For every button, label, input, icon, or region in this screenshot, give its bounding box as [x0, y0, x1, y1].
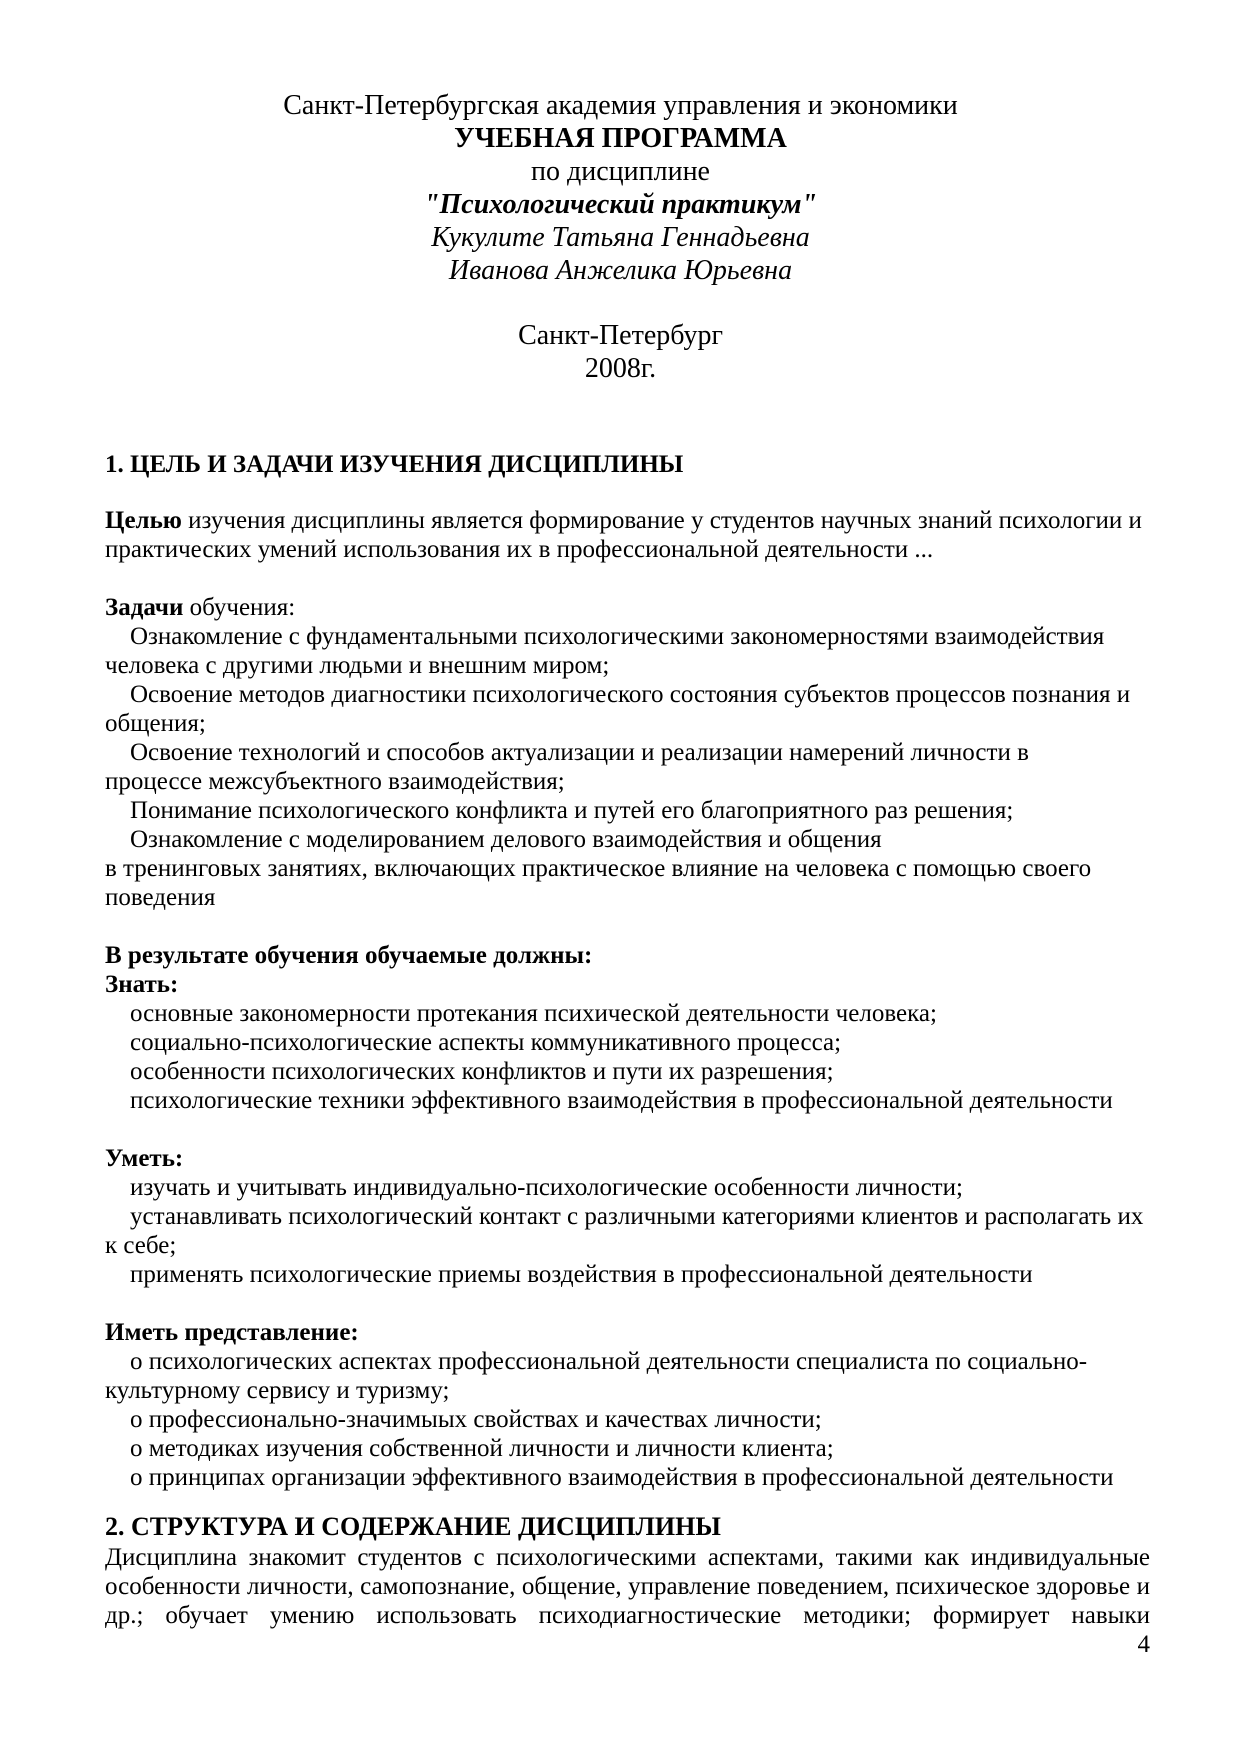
tasks-label: Задачи [105, 594, 184, 621]
goal-line-1 [105, 506, 1142, 536]
tasks-line: общения; [105, 710, 206, 737]
know-item: психологические техники эффективного взаимодействия в профессиональной деятельности [130, 1087, 1113, 1114]
idea-item: о профессионально-значимыых свойствах и качествах личности; [130, 1406, 822, 1433]
know-item: основные закономерности протекания психической деятельности человека; [130, 1000, 937, 1027]
idea-item: о принципах организации эффективного взаимодействия в профессиональной деятельности [130, 1464, 1114, 1491]
idea-item: о методиках изучения собственной личности и личности клиента; [130, 1435, 834, 1462]
year: 2008г. [584, 353, 657, 384]
can-item: устанавливать психологический контакт с различными категориями клиентов и располагать их [130, 1203, 1144, 1230]
idea-heading: Иметь представление: [105, 1319, 359, 1346]
tasks-line: Ознакомление с моделированием делового взаимодействия и общения [130, 826, 882, 853]
know-item: социально-психологические аспекты коммуникативного процесса; [130, 1029, 842, 1056]
tasks-line: Ознакомление с фундаментальными психологическими закономерностями взаимодействия [130, 623, 1105, 650]
section-2-heading: 2. СТРУКТУРА И СОДЕРЖАНИЕ ДИСЦИПЛИНЫ [105, 1512, 721, 1541]
tasks-line: поведения [105, 884, 216, 911]
results-heading: В результате обучения обучаемые должны: [105, 942, 593, 969]
author-2: Иванова Анжелика Юрьевна [448, 255, 793, 286]
can-item: применять психологические приемы воздействия в профессиональной деятельности [130, 1261, 1033, 1288]
tasks-line: Освоение методов диагностики психологического состояния субъектов процессов познания и [130, 681, 1131, 708]
document-type-title: УЧЕБНАЯ ПРОГРАММА [454, 123, 787, 154]
idea-item: культурному сервису и туризму; [105, 1377, 450, 1404]
can-item: к себе; [105, 1232, 177, 1259]
can-item: изучать и учитывать индивидуально-психологические особенности личности; [130, 1174, 963, 1201]
page-number: 4 [1137, 1631, 1150, 1658]
goal-text-1: изучения дисциплины является формирование у студентов научных знаний психологии и [181, 507, 1142, 534]
tasks-line: Освоение технологий и способов актуализации и реализации намерений личности в [130, 739, 1029, 766]
tasks-line: в тренинговых занятиях, включающих практическое влияние на человека с помощью своего [105, 855, 1092, 882]
discipline-title: "Психологический практикум" [423, 189, 818, 220]
section-1-heading: 1. ЦЕЛЬ И ЗАДАЧИ ИЗУЧЕНИЯ ДИСЦИПЛИНЫ [105, 451, 684, 478]
city: Санкт-Петербург [518, 320, 723, 351]
know-heading: Знать: [105, 971, 179, 998]
section-2-paragraph-line: др.; обучает умению использовать психодиагностические методики; формирует навыки [105, 1602, 1150, 1629]
tasks-heading [105, 593, 295, 623]
goal-label: Целью [105, 507, 182, 534]
section-2-paragraph-line: Дисциплина знакомит студентов с психологическими аспектами, такими как индивидуальные [105, 1544, 1150, 1571]
tasks-line: человека с другими людьми и внешним миром; [105, 652, 610, 679]
author-1: Кукулите Татьяна Геннадьевна [431, 222, 810, 253]
tasks-line: Понимание психологического конфликта и путей его благоприятного раз решения; [130, 797, 1014, 824]
section-2-paragraph-line: особенности личности, самопознание, общение, управление поведением, психическое здоровье и [105, 1573, 1150, 1600]
can-heading: Уметь: [105, 1145, 184, 1172]
by-discipline-label: по дисциплине [531, 156, 710, 187]
tasks-label-rest: обучения: [183, 594, 296, 621]
goal-line-2: практических умений использования их в профессиональной деятельности ... [105, 536, 934, 563]
tasks-line: процессе межсубъектного взаимодействия; [105, 768, 565, 795]
idea-item: о психологических аспектах профессиональной деятельности специалиста по социально- [130, 1348, 1088, 1375]
institution-name: Санкт-Петербургская академия управления и экономики [283, 90, 958, 121]
know-item: особенности психологических конфликтов и пути их разрешения; [130, 1058, 834, 1085]
